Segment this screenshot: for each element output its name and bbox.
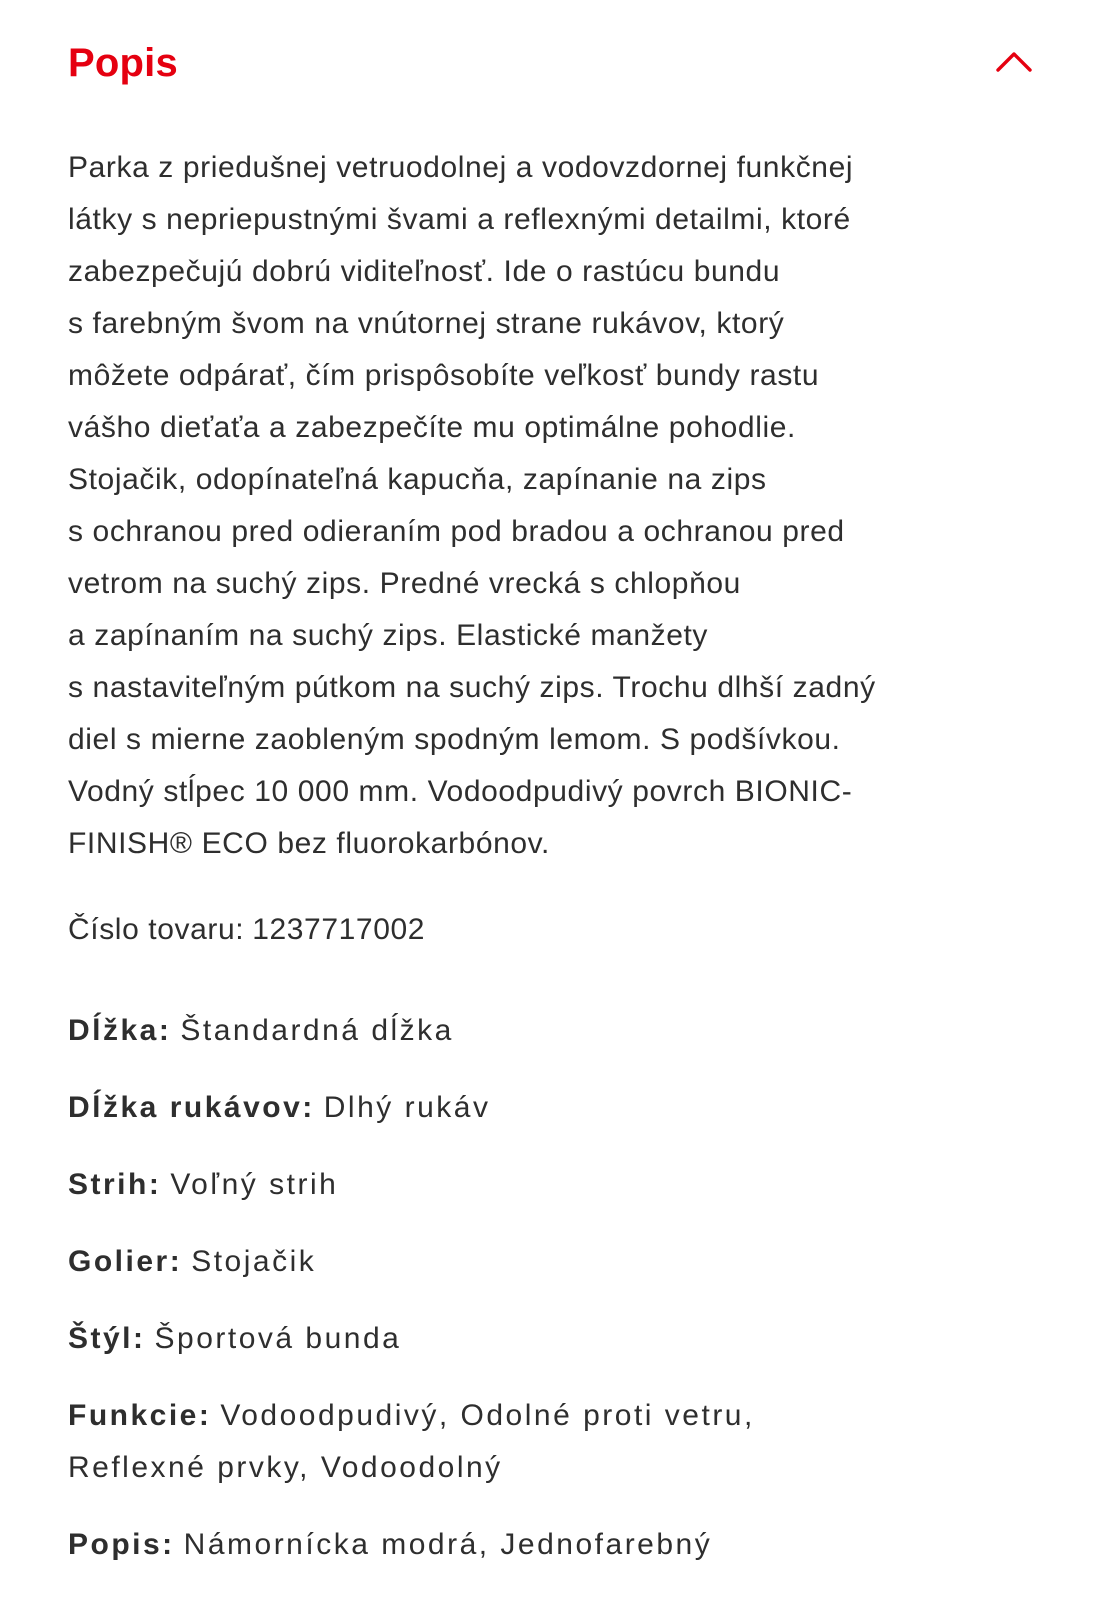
attribute-row-style bbox=[68, 1313, 1033, 1365]
section-accordion-header[interactable] bbox=[68, 41, 1033, 85]
description-line: vášho dieťaťa a zabezpečíte mu optimálne pohodlie. bbox=[68, 411, 796, 444]
attribute-row-collar bbox=[68, 1236, 1033, 1288]
description-line: látky s nepriepustnými švami a reflexnými detailmi, ktoré bbox=[68, 203, 851, 236]
description-text bbox=[68, 142, 1033, 870]
attribute-label: Popis: bbox=[68, 1528, 175, 1561]
attribute-label: Strih: bbox=[68, 1168, 162, 1201]
description-line: s nastaviteľným pútkom na suchý zips. Trochu dlhší zadný bbox=[68, 671, 876, 704]
attribute-row-description bbox=[68, 1519, 1033, 1571]
description-line: s farebným švom na vnútornej strane rukávov, ktorý bbox=[68, 307, 785, 340]
attribute-value: Vodoodpudivý, Odolné proti vetru, bbox=[220, 1399, 755, 1432]
attribute-label: Štýl: bbox=[68, 1322, 146, 1355]
description-line: môžete odpárať, čím prispôsobíte veľkosť bundy rastu bbox=[68, 359, 820, 392]
description-line: zabezpečujú dobrú viditeľnosť. Ide o rastúcu bundu bbox=[68, 255, 781, 288]
attribute-value: Športová bunda bbox=[154, 1322, 402, 1355]
attribute-value: Dlhý rukáv bbox=[323, 1091, 491, 1124]
article-number bbox=[68, 904, 1033, 956]
attribute-value: Reflexné prvky, Vodoodolný bbox=[68, 1451, 503, 1484]
attribute-value: Stojačik bbox=[191, 1245, 317, 1278]
attribute-value: Námornícka modrá, Jednofarebný bbox=[183, 1528, 713, 1561]
attribute-label: Funkcie: bbox=[68, 1399, 212, 1432]
collapse-button[interactable] bbox=[995, 51, 1033, 76]
attribute-row-functions bbox=[68, 1390, 1033, 1494]
description-line: vetrom na suchý zips. Predné vrecká s chlopňou bbox=[68, 567, 741, 600]
description-line: Parka z priedušnej vetruodolnej a vodovzdornej funkčnej bbox=[68, 151, 854, 184]
description-line: FINISH® ECO bez fluorokarbónov. bbox=[68, 827, 550, 860]
attribute-row-sleeve-length bbox=[68, 1082, 1033, 1134]
description-line: a zapínaním na suchý zips. Elastické manžety bbox=[68, 619, 709, 652]
attribute-label: Dĺžka rukávov: bbox=[68, 1091, 315, 1124]
description-line: Stojačik, odopínateľná kapucňa, zapínanie na zips bbox=[68, 463, 767, 496]
section-title: Popis bbox=[68, 41, 178, 85]
article-number-value: 1237717002 bbox=[252, 913, 426, 946]
attribute-value: Štandardná dĺžka bbox=[180, 1014, 454, 1047]
attribute-list bbox=[68, 1005, 1033, 1571]
attribute-row-fit bbox=[68, 1159, 1033, 1211]
description-line: s ochranou pred odieraním pod bradou a ochranou pred bbox=[68, 515, 845, 548]
article-number-label: Číslo tovaru: bbox=[68, 913, 245, 946]
attribute-label: Dĺžka: bbox=[68, 1014, 172, 1047]
chevron-up-icon bbox=[995, 51, 1033, 76]
description-line: Vodný stĺpec 10 000 mm. Vodoodpudivý povrch BIONIC- bbox=[68, 775, 853, 808]
attribute-value: Voľný strih bbox=[170, 1168, 339, 1201]
description-line: diel s mierne zaobleným spodným lemom. S podšívkou. bbox=[68, 723, 841, 756]
attribute-label: Golier: bbox=[68, 1245, 183, 1278]
attribute-row-length bbox=[68, 1005, 1033, 1057]
